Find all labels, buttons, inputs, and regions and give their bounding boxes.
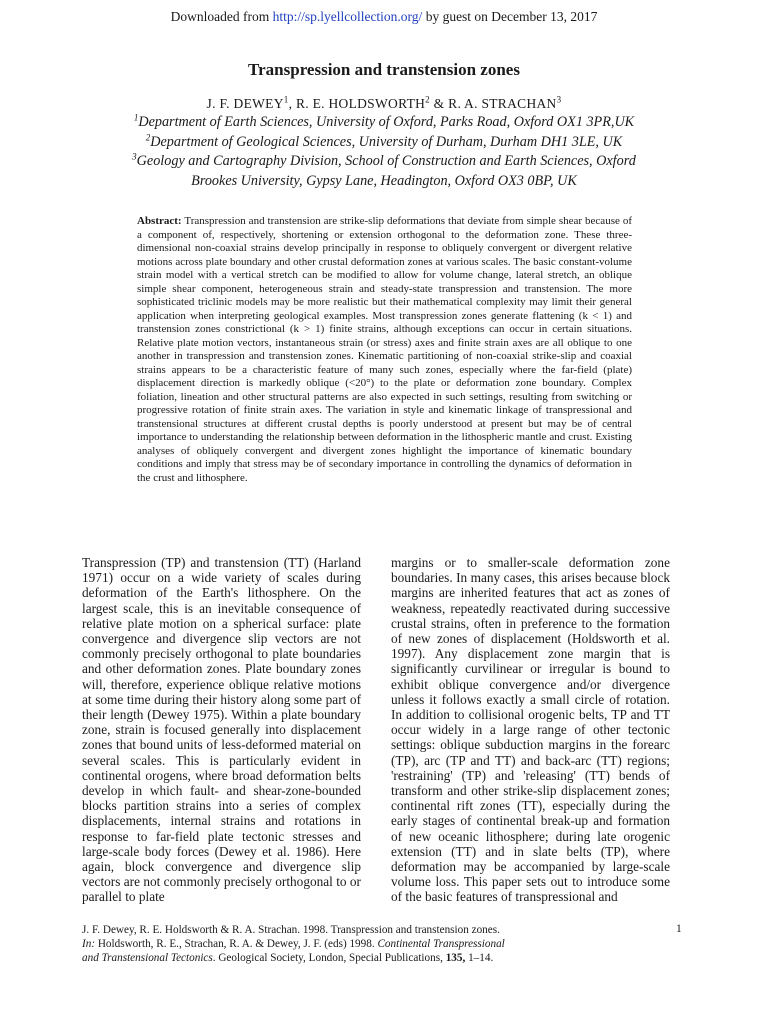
source-link[interactable]: http://sp.lyellcollection.org/ xyxy=(272,9,423,24)
citation-publisher: . Geological Society, London, Special Publications, xyxy=(212,952,443,964)
paper-title: Transpression and transtension zones xyxy=(248,60,520,79)
author-affiliation-marker: 2 xyxy=(425,94,430,105)
affiliation-text: Brookes University, Gypsy Lane, Headington, Oxford OX3 0BP, UK xyxy=(191,172,577,189)
affiliation-marker: 3 xyxy=(132,151,137,162)
affiliation-line xyxy=(60,172,708,192)
citation-line-2 xyxy=(82,937,690,951)
author-name: J. F. DEWEY xyxy=(206,96,284,111)
download-suffix: by guest on December 13, 2017 xyxy=(425,9,598,24)
citation-footer xyxy=(82,923,690,965)
affiliation-marker: 1 xyxy=(133,112,139,123)
body-column-left: Transpression (TP) and transtension (TT) (Harland 1971) occur on a wide variety of scales during deformation of the Earth's lithosphere. On the largest scale, this is an inevitable consequence of relative plate motion on a spherical surface: plate convergence and divergence slip vectors are not commonly precisely orthogonal to plate boundaries and other deformation zones. Plate boundary zones will, therefore, experience oblique relative motions at some time during their history along some part of their length (Dewey 1975). Within a plate boundary zone, strain is focused generally into displacement zones that bound units of less-deformed material on several scales. This is particularly evident in continental orogens, where broad deformation belts develop in which fault- and shear-zone-bounded blocks partition strains into a series of complex displacements, internal strains and rotations in response to far-field plate tectonic stresses and large-scale body forces (Dewey et al. 1986). Here again, block convergence and divergence slip vectors are not commonly precisely orthogonal to or parallel to plate xyxy=(82,555,361,905)
affiliation-line xyxy=(60,152,708,172)
citation-book-title: Continental Transpressional xyxy=(377,938,505,950)
abstract-label: Abstract: xyxy=(137,215,182,227)
affiliation-line xyxy=(60,133,708,153)
page-number: 1 xyxy=(676,923,682,935)
author-separator: , xyxy=(288,96,296,111)
affiliation-line xyxy=(60,113,708,133)
affiliation-text: Department of Earth Sciences, University of Oxford, Parks Road, Oxford OX1 3PR,UK xyxy=(138,114,635,130)
author-separator: & xyxy=(429,96,449,111)
abstract xyxy=(137,215,632,485)
body-column-right: margins or to smaller-scale deformation zone boundaries. In many cases, this arises because block margins are inherited features that act as zones of weakness, repeatedly reactivated during successive crustal strains, often in preference to the formation of new zones of displacement (Holdsworth et al. 1997). Any displacement zone margin that is significantly curvilinear or irregular is bound to exhibit oblique convergence and/or divergence unless it follows exactly a small circle of rotation. In addition to collisional orogenic belts, TP and TT occur widely in a large range of other tectonic settings: oblique subduction margins in the forearc (TP), arc (TP and TT) and back-arc (TT) regions; 'restraining' (TP) and 'releasing' (TT) bends of transform and other strike-slip displacement zones; continental rift zones (TT), especially during the early stages of continental break-up and formation of new oceanic lithosphere; during late orogenic extension (TT) and in slate belts (TP), where deformation may be accompanied by large-scale volume loss. This paper sets out to introduce some of the basic features of transpressional and xyxy=(391,555,670,905)
author-affiliation-marker: 1 xyxy=(283,94,289,105)
citation-line-3 xyxy=(82,951,690,965)
citation-book-title-cont: and Transtensional Tectonics xyxy=(82,952,213,964)
affiliations xyxy=(60,113,708,191)
download-note xyxy=(0,9,768,25)
citation-in: In: xyxy=(82,938,96,950)
author-name: R. A. STRACHAN xyxy=(448,96,557,111)
citation-line-1: J. F. Dewey, R. E. Holdsworth & R. A. Strachan. 1998. Transpression and transtension zones. xyxy=(82,924,500,936)
download-prefix: Downloaded from xyxy=(170,9,270,24)
affiliation-text: Department of Geological Sciences, University of Durham, Durham DH1 3LE, UK xyxy=(150,133,623,150)
citation-volume: 135, xyxy=(445,952,466,964)
abstract-text: Transpression and transtension are strike-slip deformations that deviate from simple shear because of a component of, respectively, shortening or extension orthogonal to the deformation zone. These three-dimensional non-coaxial strains develop principally in response to obliquely convergent or divergent relative motions across plate boundary and other crustal deformation zones at various scales. The basic constant-volume strain model with a vertical stretch can be modified to allow for volume change, lateral stretch, an oblique simple shear component, heterogeneous strain and steady-state transpression and transtension. The more sophisticated triclinic models may be more realistic but their mathematical complexity may limit their general application when interpreting geological examples. Most transpression zones generate flattening (k < 1) and transtension zones constrictional (k > 1) finite strains, although exceptions can occur in certain situations. Relative plate motion vectors, instantaneous strain (or stress) axes and finite strain axes are all oblique to one another in transpression and transtension zones. Kinematic partitioning of non-coaxial strike-slip and coaxial strains appears to be a characteristic feature of many such zones, especially where the far-field (plate) displacement direction is markedly oblique (<20°) to the plate or deformation zone boundary. Complex foliation, lineation and other structural patterns are also expected in such settings, resulting from switching or progressive rotation of finite strain axes. The variation in style and kinematic linkage of transpressional and transtensional structures at different crustal depths is poorly understood at present but may be of central importance to understanding the relationship between deformation in the lithospheric mantle and crust. Existing analyses of obliquely convergent and divergent zones highlight the importance of kinematic boundary conditions and imply that stress may be of secondary importance in controlling the dynamics of deformation in the crust and lithosphere. xyxy=(137,215,632,484)
citation-editors: Holdsworth, R. E., Strachan, R. A. & Dewey, J. F. (eds) 1998. xyxy=(97,938,375,950)
author-affiliation-marker: 3 xyxy=(556,94,562,105)
affiliation-text: Geology and Cartography Division, School of Construction and Earth Sciences, Oxford xyxy=(136,153,636,169)
affiliation-marker: 2 xyxy=(145,131,151,142)
author-name: R. E. HOLDSWORTH xyxy=(295,96,426,111)
citation-pages: 1–14. xyxy=(468,952,494,964)
author-list xyxy=(0,96,768,112)
